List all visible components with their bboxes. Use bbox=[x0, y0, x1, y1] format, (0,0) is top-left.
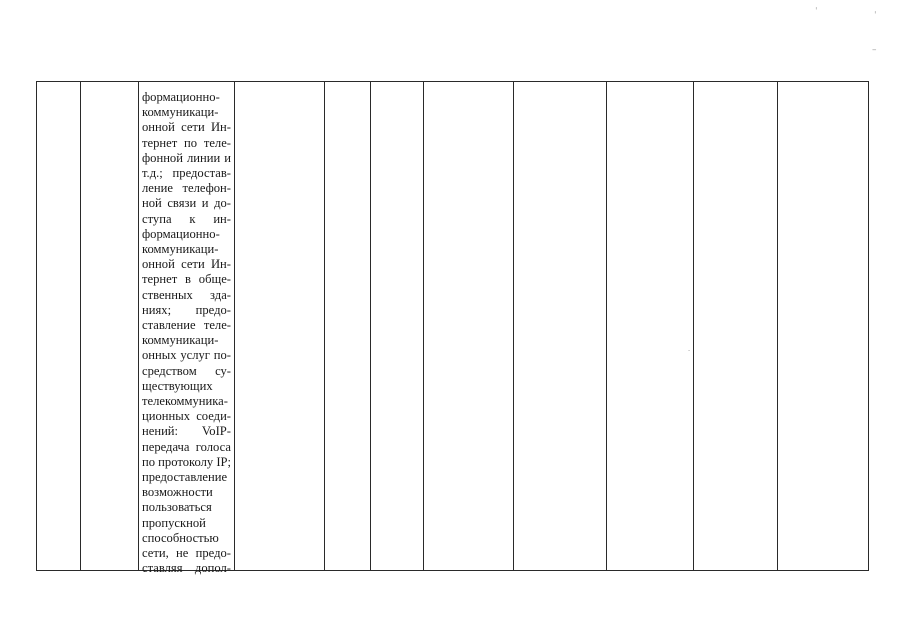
services-description-cell bbox=[139, 82, 234, 577]
text-line: возможности bbox=[142, 485, 213, 500]
text-line: коммуникаци- bbox=[142, 105, 219, 120]
table-column-8 bbox=[514, 82, 607, 570]
text-line: ление телефон- bbox=[142, 181, 231, 196]
scan-speck: ˈ bbox=[815, 7, 818, 17]
text-line: формационно- bbox=[142, 90, 220, 104]
table-column-services bbox=[139, 82, 235, 576]
document-table bbox=[36, 81, 869, 576]
table-column-7 bbox=[424, 82, 514, 570]
text-line: пропускной bbox=[142, 515, 206, 530]
text-line: передача голоса bbox=[142, 439, 231, 454]
text-line: ставление теле- bbox=[142, 318, 231, 333]
text-line: фонной линии и bbox=[142, 150, 231, 165]
text-line: формационно- bbox=[142, 226, 220, 241]
table-column-6 bbox=[371, 82, 424, 570]
text-line: нений: VoIP- bbox=[142, 424, 231, 439]
text-line: сети, не предо- bbox=[142, 546, 231, 561]
table-column-11 bbox=[778, 82, 868, 570]
text-line: предоставление bbox=[142, 470, 228, 485]
text-line: онной сети Ин- bbox=[142, 257, 231, 272]
text-line: средством су- bbox=[142, 363, 231, 378]
table-column-10 bbox=[694, 82, 778, 570]
text-line: ступа к ин- bbox=[142, 211, 231, 226]
text-line: т.д.; предостав- bbox=[142, 166, 231, 181]
table-column-5 bbox=[325, 82, 371, 570]
scan-speck: – bbox=[872, 45, 877, 55]
table-column-2 bbox=[81, 82, 139, 570]
text-line: по протоколу IP; bbox=[142, 454, 231, 469]
text-line: ной связи и до- bbox=[142, 196, 231, 211]
text-line: онных услуг по- bbox=[142, 348, 231, 363]
text-line: коммуникаци- bbox=[142, 333, 219, 348]
scan-speck: - bbox=[688, 347, 691, 354]
table-column-4 bbox=[235, 82, 325, 570]
text-line: телекоммуника- bbox=[142, 394, 228, 409]
text-line: ционных соеди- bbox=[142, 409, 231, 424]
scan-speck: ˈ bbox=[874, 11, 877, 21]
text-line: коммуникаци- bbox=[142, 242, 219, 257]
text-line: пользоваться bbox=[142, 500, 212, 515]
text-line: онной сети Ин- bbox=[142, 120, 231, 135]
text-line: тернет по теле- bbox=[142, 135, 231, 150]
table-column-9 bbox=[607, 82, 694, 570]
text-line: ществующих bbox=[142, 378, 213, 393]
text-line: ставляя допол- bbox=[142, 561, 231, 576]
text-line: ственных зда- bbox=[142, 287, 231, 302]
table-column-1 bbox=[37, 82, 81, 570]
text-line: способностью bbox=[142, 530, 219, 545]
text-line: тернет в обще- bbox=[142, 272, 231, 287]
text-line: ниях; предо- bbox=[142, 302, 231, 317]
